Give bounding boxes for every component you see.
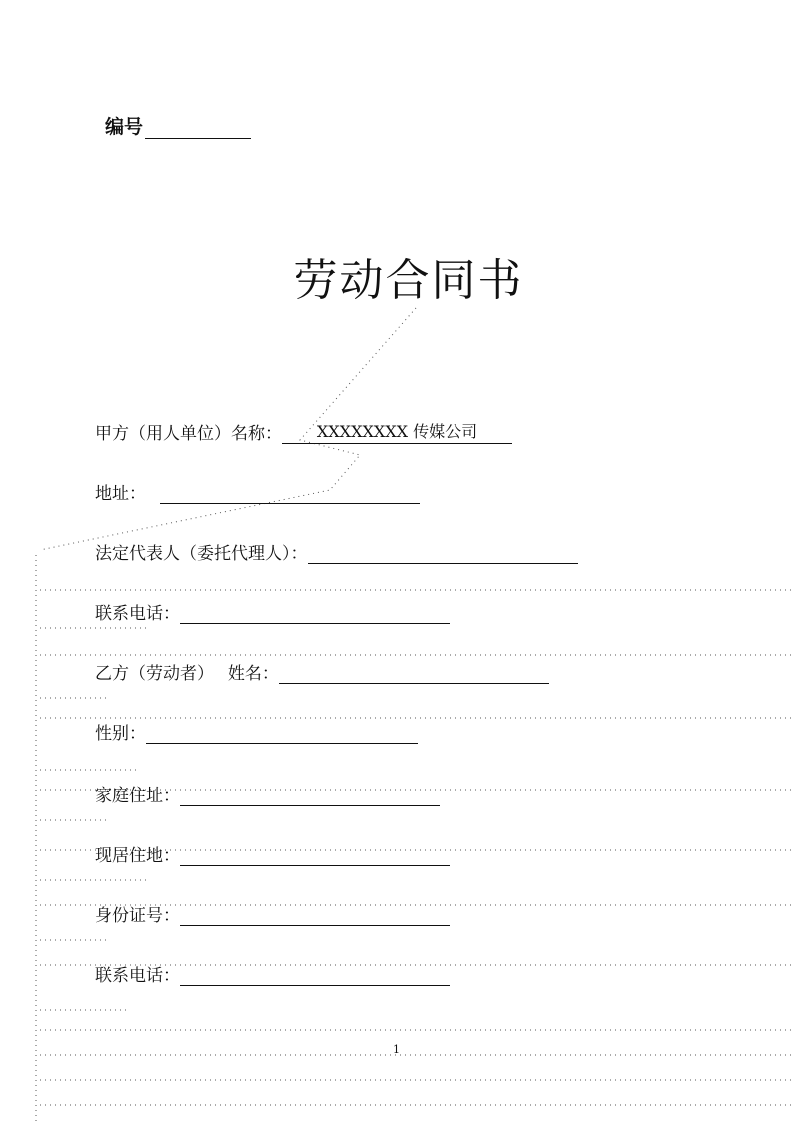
legal-rep-value[interactable] [308, 541, 578, 564]
phone-b-value[interactable] [180, 963, 450, 986]
party-a-name-value[interactable]: XXXXXXXX 传媒公司 [282, 421, 512, 444]
phone-b-label: 联系电话： [95, 966, 180, 986]
party-a-name-label: 甲方（用人单位）名称： [95, 424, 282, 444]
id-number-field [95, 900, 450, 926]
phone-a-field [95, 598, 450, 624]
address-label: 地址： [95, 484, 146, 504]
gender-label: 性别： [95, 724, 146, 744]
serial-number-field [105, 112, 251, 139]
party-b-name-field [95, 658, 549, 684]
current-address-field [95, 840, 450, 866]
document-title: 劳动合同书 [293, 255, 524, 306]
serial-number-label: 编号 [105, 116, 144, 138]
party-a-name-field [95, 418, 512, 444]
address-field [95, 478, 420, 504]
phone-a-label: 联系电话： [95, 604, 180, 624]
party-b-name-label: 乙方（劳动者） 姓名： [95, 664, 279, 684]
current-address-label: 现居住地： [95, 846, 180, 866]
home-address-field [95, 780, 440, 806]
home-address-label: 家庭住址： [95, 786, 180, 806]
page-number: 1 [393, 1043, 400, 1056]
home-address-value[interactable] [180, 783, 440, 806]
serial-number-blank[interactable] [145, 118, 251, 139]
id-number-label: 身份证号： [95, 906, 180, 926]
current-address-value[interactable] [180, 843, 450, 866]
address-value[interactable] [160, 481, 420, 504]
legal-rep-label: 法定代表人（委托代理人）： [95, 544, 308, 564]
party-b-name-value[interactable] [279, 661, 549, 684]
legal-rep-field [95, 538, 578, 564]
gender-value[interactable] [146, 721, 418, 744]
phone-a-value[interactable] [180, 601, 450, 624]
gender-field [95, 718, 418, 744]
id-number-value[interactable] [180, 903, 450, 926]
phone-b-field [95, 960, 450, 986]
